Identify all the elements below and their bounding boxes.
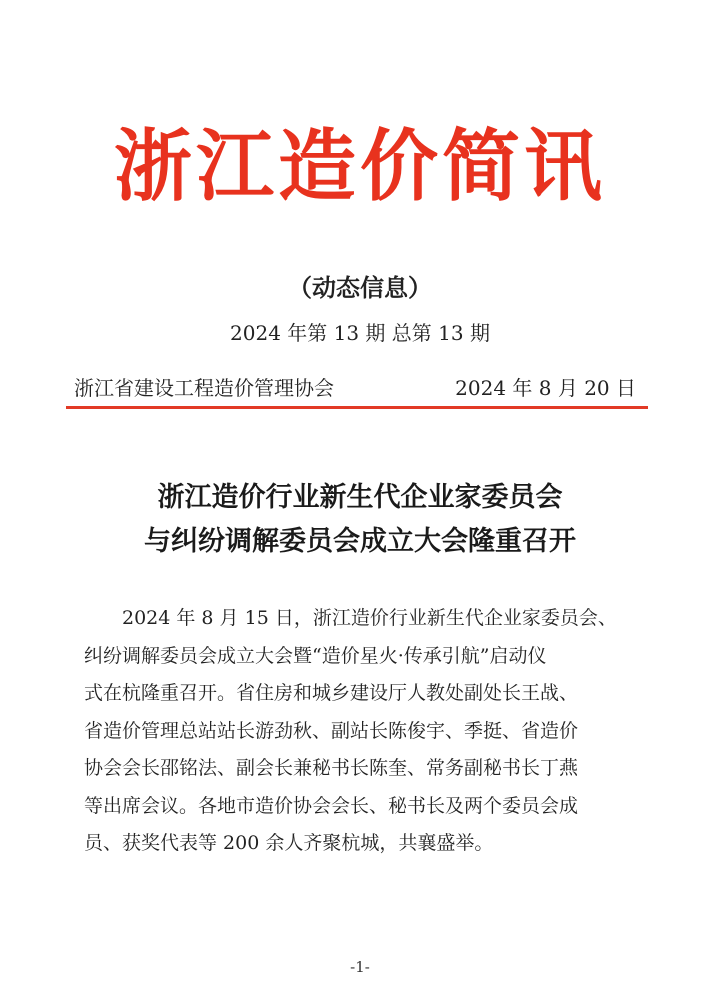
article-body <box>84 600 644 863</box>
body-line: 省造价管理总站站长游劲秋、副站长陈俊宇、季挺、省造价 <box>84 719 579 742</box>
body-line: 员、获奖代表等 200 余人齐聚杭城，共襄盛举。 <box>84 832 494 854</box>
body-line: 式在杭隆重召开。省住房和城乡建设厅人教处副处长王战、 <box>84 682 579 704</box>
page-number: -1- <box>350 958 370 976</box>
publication-date: 2024 年 8 月 20 日 <box>455 376 636 400</box>
masthead-title: 浙江造价简讯 <box>113 122 606 212</box>
article-title <box>0 476 720 564</box>
body-line: 纠纷调解委员会成立大会暨“造价星火·传承引航”启动仪 <box>84 644 547 667</box>
body-line: 等出席会议。各地市造价协会会长、秘书长及两个委员会成 <box>84 794 579 817</box>
publisher-name: 浙江省建设工程造价管理协会 <box>74 376 334 400</box>
body-line: 2024 年 8 月 15 日，浙江造价行业新生代企业家委员会、 <box>122 607 617 629</box>
masthead-subtitle: （动态信息） <box>288 273 432 302</box>
article-title-line: 浙江造价行业新生代企业家委员会 <box>157 482 563 513</box>
issue-number: 2024 年第 13 期 总第 13 期 <box>230 321 490 345</box>
body-line: 协会会长邵铭法、副会长兼秘书长陈奎、常务副秘书长丁燕 <box>84 757 579 779</box>
header-divider <box>66 406 648 409</box>
article-title-line: 与纠纷调解委员会成立大会隆重召开 <box>144 526 576 557</box>
